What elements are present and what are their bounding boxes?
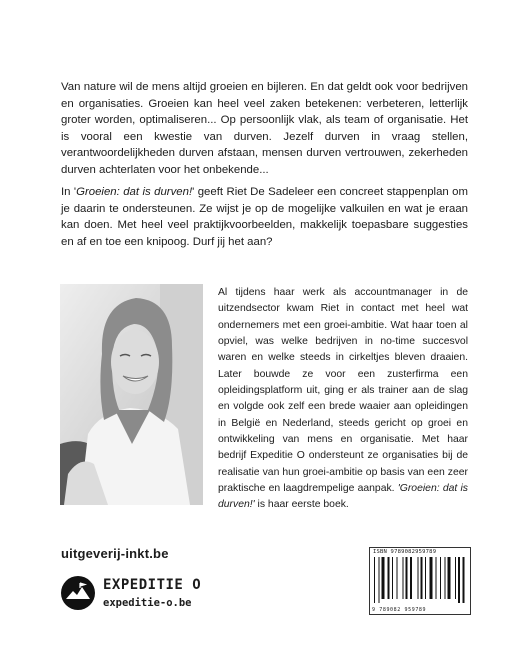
author-photo-image (60, 284, 203, 505)
barcode (369, 547, 471, 615)
intro-paragraph-2 (61, 184, 468, 250)
barcode-bars (374, 557, 466, 603)
publisher-website[interactable]: uitgeverij-inkt.be (61, 546, 169, 561)
isbn-label: ISBN 9789082959789 (373, 549, 437, 555)
author-bio-text: Al tijdens haar werk als accountmanager in de uitzendsector kwam Riet in contact met heel wat ondernemers met een groei-ambitie. Wat haar toen al opviel, was welke bedrijven in no-time succesvol waren en welke steeds in cirkeltjes bleven draaien. Later bouwde ze voor een zusterfirma een opleidingsplatform uit, ging er als trainer aan de slag en volgde ook zelf een brede waaier aan opleidingen in België en Nederland, steeds gericht op groei en ontwikkeling van mens en organisatie. Met haar bedrijf Expeditie O ondersteunt ze organisaties bij de realisatie van hun groei-ambitie op basis van een zeer praktische en laagdrempelige aanpak. (218, 287, 468, 495)
brand-website[interactable]: expeditie-o.be (103, 597, 192, 609)
author-bio (218, 285, 468, 514)
author-bio-book-title: 'Groeien: dat is durven!' (218, 483, 468, 511)
intro-paragraph-1: Van nature wil de mens altijd groeien en bijleren. En dat geldt ook voor bedrijven en organisaties. Groeien kan heel veel zaken betekenen: verbeteren, letterlijk groter worden, optimaliseren... Op persoonlijk vlak, als team of organisatie. Het is vooral een kwestie van durven. Jezelf durven in vraag stellen, verantwoordelijkheden durven afstaan, mensen durven vertrouwen, zekerheden durven achterlaten voor het onbekende... (61, 81, 468, 176)
book-title-inline: Groeien: dat is durven! (76, 186, 193, 198)
intro-paragraph-2-rest: ' geeft Riet De Sadeleer een concreet stappenplan om je daarin te ondersteunen. Ze wijst je op de mogelijke valkuilen en wat je eraan kan doen. Met heel veel praktijkvoorbeelden, makkelijk toepasbare suggesties en af en toe een knipoog. Durf jij het aan? (61, 186, 469, 248)
author-photo (60, 284, 203, 505)
author-bio-ending: is haar eerste boek. (254, 499, 349, 511)
brand-name: EXPEDITIE O (103, 577, 202, 593)
intro-paragraph-2-lead: In ' (61, 186, 77, 198)
barcode-digits: 9 789082 959789 (372, 607, 427, 613)
expeditie-o-logo-icon (60, 575, 96, 611)
